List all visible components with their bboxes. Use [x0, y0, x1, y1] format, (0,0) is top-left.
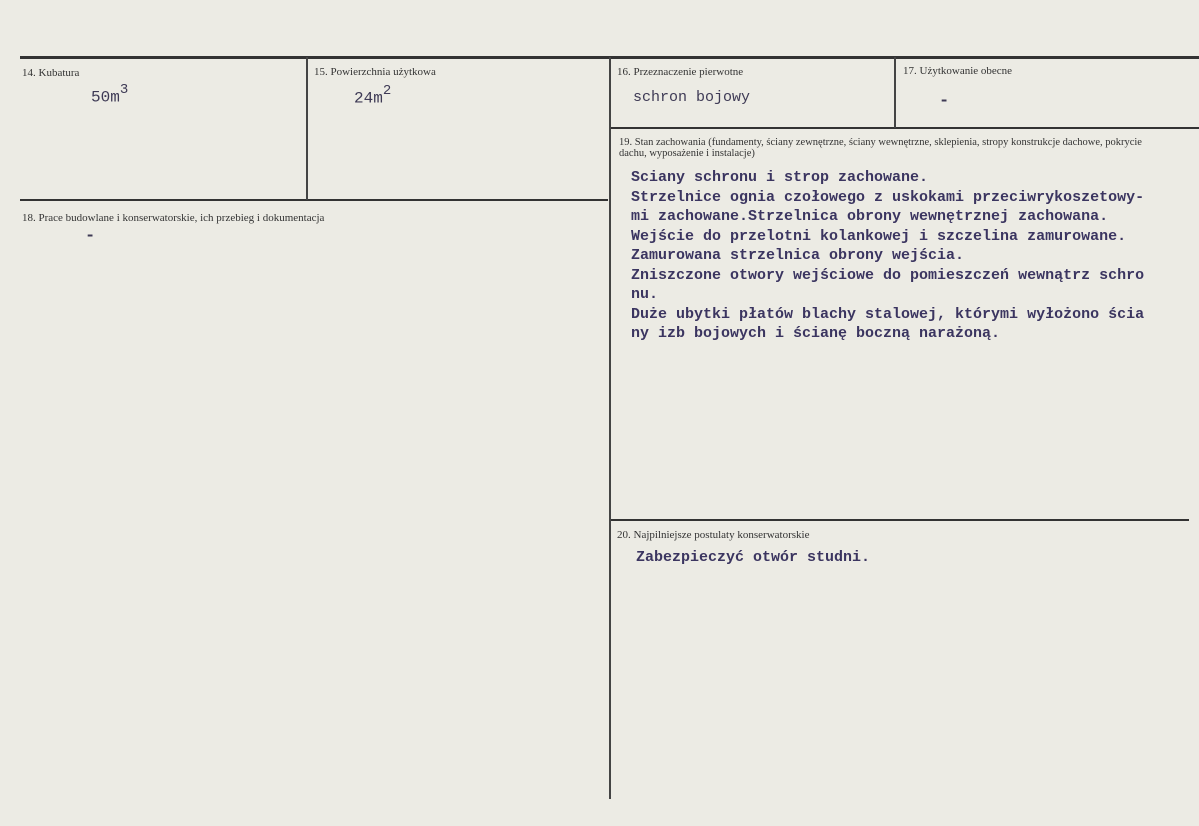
powierzchnia-label: 15. Powierzchnia użytkowa — [314, 66, 436, 78]
kubatura-value — [91, 84, 128, 106]
kubatura-label: 14. Kubatura — [22, 67, 80, 79]
uzytkowanie-label: 17. Użytkowanie obecne — [903, 65, 1013, 77]
stan-line: Zniszczone otwory wejściowe do pomieszczeń wewnątrz schro — [631, 266, 1145, 284]
stan-line: Strzelnice ognia czołowego z uskokami przeciwrykoszetowy- — [631, 188, 1145, 206]
przeznaczenie-value: schron bojowy — [633, 89, 751, 106]
stan-text — [631, 168, 1196, 344]
przeznaczenie-label: 16. Przeznaczenie pierwotne — [617, 66, 744, 78]
stan-line: ny izb bojowych i ścianę boczną narażoną. — [631, 325, 1001, 342]
prace-label: 18. Prace budowlane i konserwatorskie, ich przebieg i dokumentacja — [22, 212, 325, 224]
stan-line: Zamurowana strzelnica obrony wejścia. — [631, 247, 965, 264]
kubatura-number: 50m — [91, 88, 120, 107]
rule-right-row2 — [610, 519, 1189, 521]
postulaty-value: Zabezpieczyć otwór studni. — [636, 549, 871, 566]
stan-line: mi zachowane.Strzelnica obrony wewnętrznej zachowana. — [631, 208, 1109, 225]
uzytkowanie-value: - — [939, 92, 950, 111]
powierzchnia-exponent: 2 — [382, 83, 392, 99]
kubatura-exponent: 3 — [119, 82, 129, 98]
divider-14-15 — [306, 57, 308, 200]
stan-label: 19. Stan zachowania (fundamenty, ściany zewnętrzne, ściany wewnętrzne, sklepienia, stropy konstrukcje dachowe, pokrycie dachu, wyposażenie i instalacje) — [619, 137, 1142, 159]
rule-left-row1 — [20, 199, 608, 201]
powierzchnia-value — [354, 85, 391, 107]
stan-line: Sciany schronu i strop zachowane. — [631, 169, 929, 186]
divider-16-17 — [894, 57, 896, 128]
stan-line: Wejście do przelotni kolankowej i szczelina zamurowane. — [631, 227, 1127, 245]
powierzchnia-number: 24m — [354, 89, 383, 108]
prace-value: - — [85, 227, 96, 246]
rule-right-row1 — [610, 127, 1199, 129]
stan-line: Duże ubytki płatów blachy stalowej, którymi wyłożono ścia — [631, 305, 1145, 323]
postulaty-label: 20. Najpilniejsze postulaty konserwatorskie — [617, 529, 810, 541]
stan-line: nu. — [631, 286, 659, 303]
divider-main — [609, 57, 611, 799]
